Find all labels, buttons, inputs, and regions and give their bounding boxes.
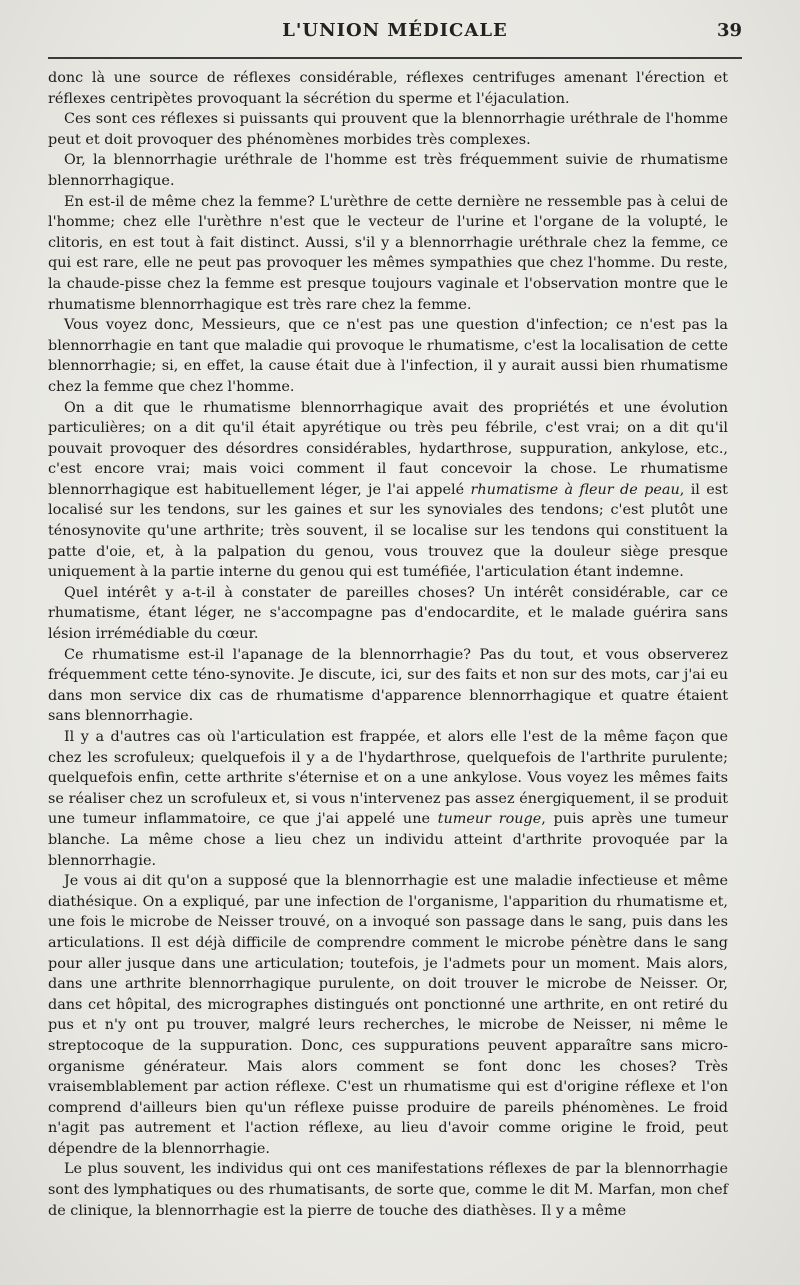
header-rule: [48, 57, 742, 59]
paragraph: [48, 871, 728, 1159]
paragraph: [48, 1159, 728, 1221]
text-segment: , puis après une tumeur blanche. La même chose a lieu chez un individu atteint d'arthrite provoquée par la blennorrhagie.: [48, 811, 729, 869]
text-segment: Le plus souvent, les individus qui ont ces manifestations réflexes de par la blennorrhagie sont des lymphatiques ou des rhumatisants, de sorte que, comme le dit M. Marfan, mon chef de clinique, la blennorrhagie est la pierre de touche des diathèses. Il y a même: [48, 1161, 728, 1219]
paragraph: [48, 192, 728, 316]
running-head: [48, 20, 742, 54]
paragraph: [48, 583, 728, 645]
paragraph: [48, 68, 728, 109]
text-segment: Je vous ai dit qu'on a supposé que la blennorrhagie est une maladie infectieuse et même diathésique. On a expliqué, par une infection de l'organisme, l'apparition du rhumatisme et, une fois le microbe de Neisser trouvé, on a invoqué son passage dans le sang, puis dans les articulations. Il est déjà difficile de comprendre comment le microbe pénètre dans le sang pour aller jusque dans une articulation; toutefois, je l'admets pour un moment. Mais alors, dans une arthrite blennorrhagique purulente, on doit trouver le microbe de Neisser. Or, dans cet hôpital, des micrographes distingués ont ponctionné une arthrite, en ont retiré du pus et n'y ont pu trouver, malgré leurs recherches, le microbe de Neisser, ni même le streptocoque de la suppuration. Donc, ces suppurations peuvent apparaître sans micro-organisme générateur. Mais alors comment se font donc les choses? Très vraisemblablement par action réflexe. C'est un rhumatisme qui est d'origine réflexe et l'on comprend d'ailleurs bien qu'un réflexe puisse produire de pareils phénomènes. Le froid n'agit pas autrement et l'action réflexe, au lieu d'avoir comme origine le froid, peut dépendre de la blennorrhagie.: [48, 873, 728, 1157]
text-segment: Il y a d'autres cas où l'articulation est frappée, et alors elle l'est de la même façon que chez les scrofuleux; quelquefois il y a de l'hydarthrose, quelquefois de l'arthrite purulente; quelquefois enfin, cette arthrite s'éternise et on a une ankylose. Vous voyez les mêmes faits se réaliser chez un scrofuleux et, si vous n'intervenez pas assez énergiquement, il se produit une tumeur inflammatoire, ce que j'ai appelé une: [48, 729, 728, 828]
paragraph: [48, 109, 728, 150]
text-segment: On a dit que le rhumatisme blennorrhagique avait des propriétés et une évolution particulières; on a dit qu'il était apyrétique ou très peu fébrile, c'est vrai; on a dit qu'il pouvait provoquer des désordres considérables, hydarthrose, suppuration, ankylose, etc., c'est encore vrai; mais voici comment il faut concevoir la chose. Le rhumatisme blennorrhagique est habituellement léger, je l'ai appelé: [48, 399, 728, 498]
paragraph: [48, 315, 728, 397]
text-segment: , il est localisé sur les tendons, sur les gaines et sur les synoviales des tendons; c'est plutôt une ténosynovite qu'une arthrite; très souvent, il se localise sur les tendons qui constituent la patte d'oie, et, à la palpation du genou, vous trouvez que la douleur siège presque uniquement à la partie interne du genou qui est tuméfiée, l'articulation étant indemne.: [48, 481, 728, 581]
italic-text: tumeur rouge: [437, 811, 542, 828]
paragraph: [48, 727, 728, 871]
paragraph: [48, 645, 728, 727]
text-segment: Ce rhumatisme est-il l'apanage de la blennorrhagie? Pas du tout, et vous observerez fréquemment cette téno-synovite. Je discute, ici, sur des faits et non sur des mots, car j'ai eu dans mon service dix cas de rhumatisme d'apparence blennorrhagique et quatre étaient sans blennorrhagie.: [48, 646, 728, 725]
text-segment: Vous voyez donc, Messieurs, que ce n'est pas une question d'infection; ce n'est pas la blennorrhagie en tant que maladie qui provoque le rhumatisme, c'est la localisation de cette blennorrhagie; si, en effet, la cause était due à l'infection, il y aurait aussi bien rhumatisme chez la femme que chez l'homme.: [48, 317, 728, 395]
article-body: [48, 68, 728, 1221]
text-segment: En est-il de même chez la femme? L'urèthre de cette dernière ne ressemble pas à celui de l'homme; chez elle l'urèthre n'est que le vecteur de l'urine et l'organe de la volupté, le clitoris, en est tout à fait distinct. Aussi, s'il y a blennorrhagie uréthrale chez la femme, ce qui est rare, elle ne peut pas provoquer les mêmes sympathies que chez l'homme. Du reste, la chaude-pisse chez la femme est presque toujours vaginale et l'observation montre que le rhumatisme blennorrhagique est très rare chez la femme.: [48, 193, 728, 313]
page-number: 39: [716, 20, 742, 41]
paragraph: [48, 398, 728, 583]
text-segment: Ces sont ces réflexes si puissants qui prouvent que la blennorrhagie uréthrale de l'homme peut et doit provoquer des phénomènes morbides très complexes.: [48, 111, 728, 148]
italic-text: rhumatisme à fleur de peau: [470, 481, 680, 498]
journal-title: L'UNION MÉDICALE: [282, 20, 508, 41]
text-segment: Or, la blennorrhagie uréthrale de l'homme est très fréquemment suivie de rhumatisme blennorrhagique.: [48, 152, 728, 189]
text-segment: donc là une source de réflexes considérable, réflexes centrifuges amenant l'érection et réflexes centripètes provoquant la sécrétion du sperme et l'éjaculation.: [48, 70, 728, 107]
paragraph: [48, 150, 728, 191]
text-segment: Quel intérêt y a-t-il à constater de pareilles choses? Un intérêt considérable, car ce rhumatisme, étant léger, ne s'accompagne pas d'endocardite, et le malade guérira sans lésion irrémédiable du cœur.: [48, 584, 728, 643]
